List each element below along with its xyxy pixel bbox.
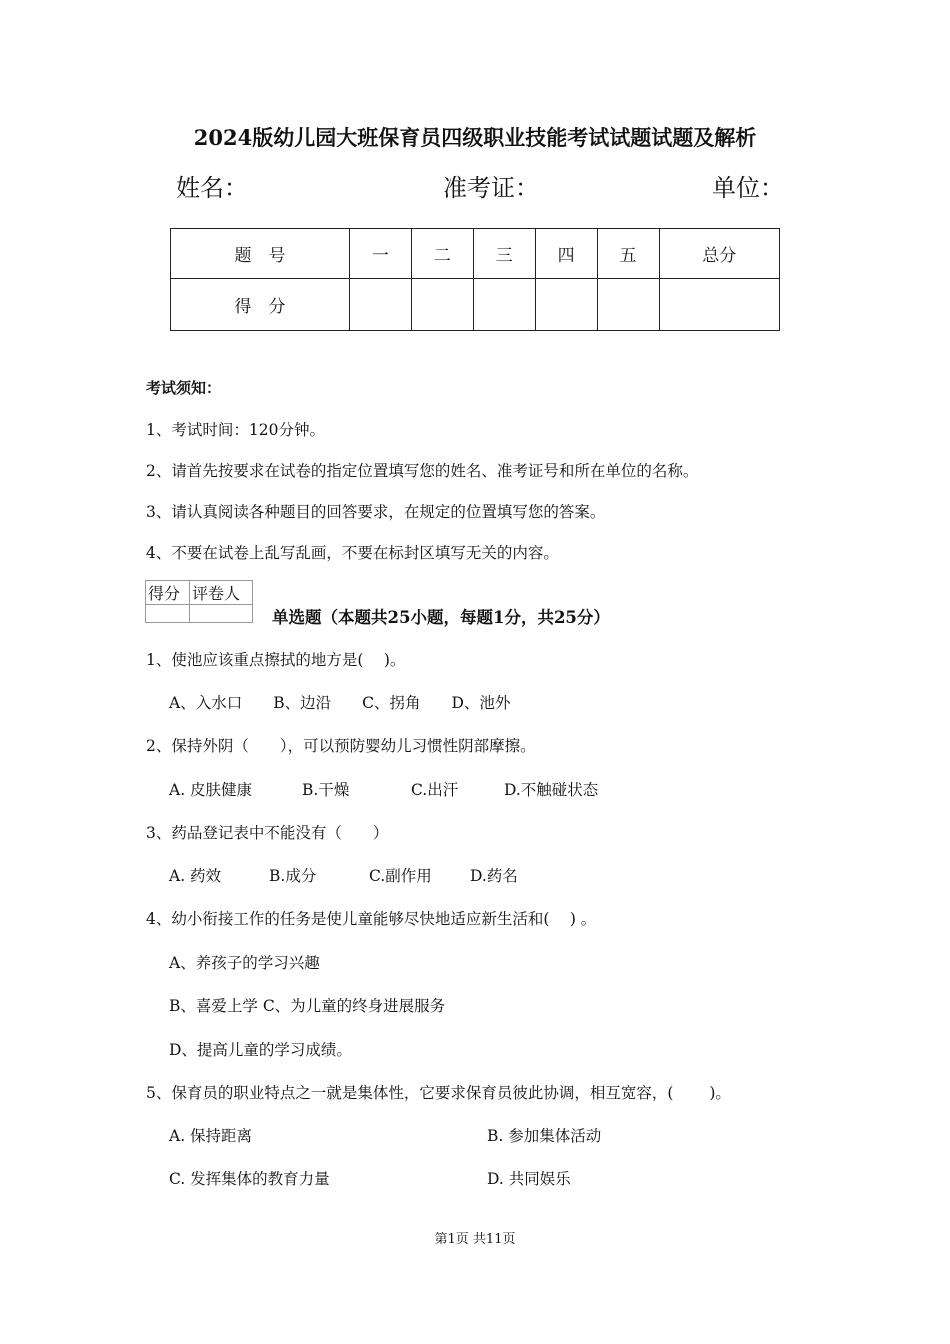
notice-item-3: 3、请认真阅读各种题目的回答要求，在规定的位置填写您的答案。 [146, 503, 606, 521]
score-cell-2[interactable] [411, 279, 473, 331]
notice-item-2: 2、请首先按要求在试卷的指定位置填写您的姓名、准考证号和所在单位的名称。 [146, 462, 699, 480]
question-2-option-c: C.出汗 [411, 781, 459, 799]
question-3-option-a: A. 药效 [169, 867, 222, 885]
score-header-5: 五 [597, 229, 659, 279]
unit-field-label: 单位： [712, 174, 784, 202]
question-1-options: A、入水口 B、边沿 C、拐角 D、池外 [169, 694, 511, 712]
grader-name-label: 评卷人 [189, 581, 252, 605]
score-header-4: 四 [535, 229, 597, 279]
score-table [170, 228, 780, 331]
score-header-3: 三 [473, 229, 535, 279]
section-title: 单选题（本题共25小题，每题1分，共25分） [272, 608, 610, 627]
score-cell-4[interactable] [535, 279, 597, 331]
notice-item-1: 1、考试时间：120分钟。 [146, 421, 325, 439]
exam-id-field-label: 准考证： [443, 174, 539, 202]
score-row-label: 得 分 [171, 279, 350, 331]
question-4-option-d: D、提高儿童的学习成绩。 [169, 1041, 352, 1059]
score-cell-5[interactable] [597, 279, 659, 331]
name-field-label: 姓名： [176, 174, 248, 202]
question-1-stem: 1、使池应该重点擦拭的地方是( )。 [146, 651, 406, 669]
score-table-score-row [171, 279, 780, 331]
question-4-option-bc: B、喜爱上学 C、为儿童的终身进展服务 [169, 997, 446, 1015]
page-footer: 第1页 共11页 [434, 1232, 516, 1247]
grader-name-cell[interactable] [189, 605, 252, 623]
question-5-option-d: D. 共同娱乐 [487, 1170, 571, 1188]
score-cell-1[interactable] [349, 279, 411, 331]
score-header-1: 一 [349, 229, 411, 279]
question-5-option-a: A. 保持距离 [169, 1127, 253, 1145]
question-2-option-a: A. 皮肤健康 [169, 781, 253, 799]
score-header-total: 总分 [659, 229, 779, 279]
question-5-stem: 5、保育员的职业特点之一就是集体性，它要求保育员彼此协调，相互宽容，( )。 [146, 1084, 731, 1102]
question-2-option-d: D.不触碰状态 [504, 781, 599, 799]
grader-box [145, 580, 253, 623]
question-3-stem: 3、药品登记表中不能没有（ ） [146, 824, 389, 842]
score-cell-total[interactable] [659, 279, 779, 331]
grader-score-cell[interactable] [146, 605, 190, 623]
score-header-label: 题 号 [171, 229, 350, 279]
question-4-stem: 4、幼小衔接工作的任务是使儿童能够尽快地适应新生活和( ) 。 [146, 910, 597, 928]
document-title: 2024版幼儿园大班保育员四级职业技能考试试题试题及解析 [193, 125, 757, 150]
question-5-option-b: B. 参加集体活动 [487, 1127, 602, 1145]
notice-heading: 考试须知： [146, 379, 222, 397]
notice-item-4: 4、不要在试卷上乱写乱画，不要在标封区填写无关的内容。 [146, 544, 559, 562]
score-header-2: 二 [411, 229, 473, 279]
score-table-header-row [171, 229, 780, 279]
question-5-option-c: C. 发挥集体的教育力量 [169, 1170, 330, 1188]
question-3-option-d: D.药名 [470, 867, 518, 885]
question-3-option-c: C.副作用 [369, 867, 432, 885]
question-2-option-b: B.干燥 [302, 781, 350, 799]
question-4-option-a: A、养孩子的学习兴趣 [169, 954, 320, 972]
question-2-stem: 2、保持外阴（ ），可以预防婴幼儿习惯性阴部摩擦。 [146, 737, 536, 755]
grader-score-label: 得分 [146, 581, 190, 605]
question-3-option-b: B.成分 [269, 867, 317, 885]
score-cell-3[interactable] [473, 279, 535, 331]
